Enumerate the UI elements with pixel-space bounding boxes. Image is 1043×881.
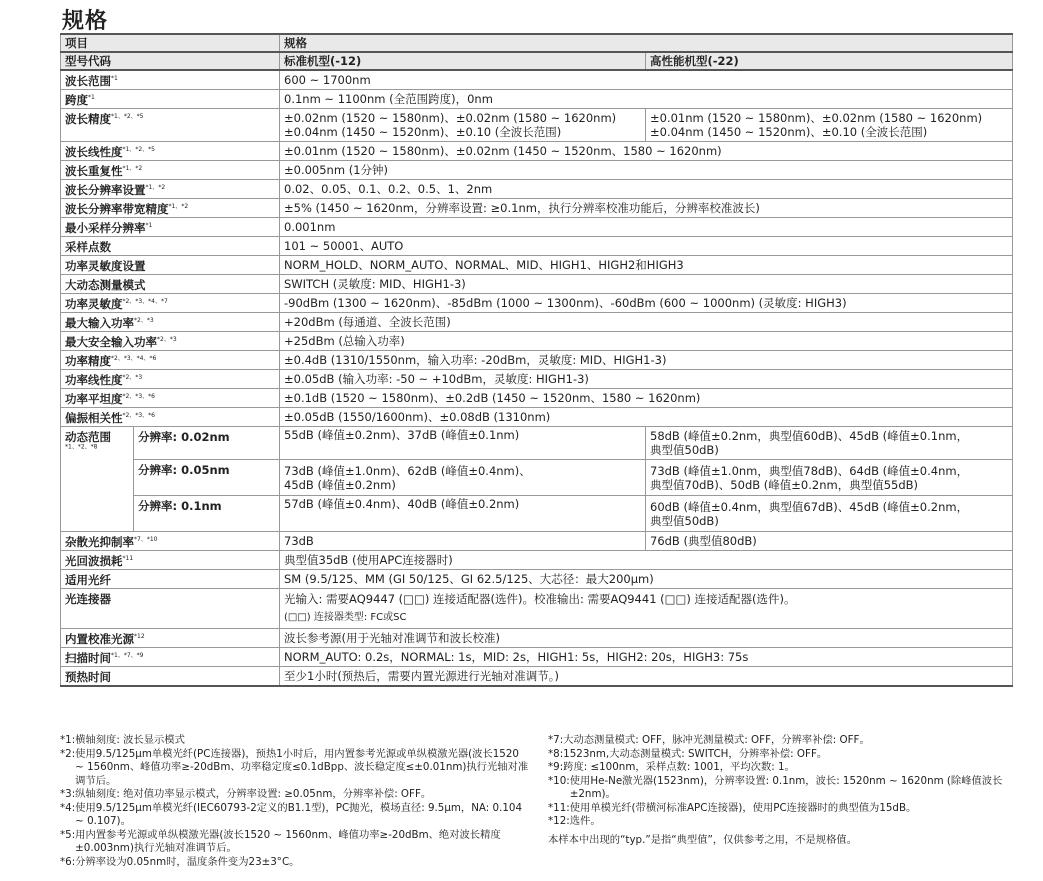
row-label: 功率平坦度$^{*2、*3、*6}$ [61,389,280,408]
row-value-high: 60dB (峰值±0.4nm，典型值67dB)、45dB (峰值±0.2nm， 典型值50dB) [646,496,1013,532]
disclaimer: 本样本中出现的“typ.”是指“典型值”，仅供参考之用，不是规格值。 [548,833,857,846]
table-row [61,629,1013,648]
row-value-high: 58dB (峰值±0.2nm，典型值60dB)、45dB (峰值±0.1nm， 典型值50dB) [646,427,1013,460]
footnote: *8: 1523nm,大动态测量模式: SWITCH，分辨率补偿: OFF。 [548,747,828,760]
row-value: ±0.1dB (1520 ~ 1580nm)、±0.2dB (1450 ~ 1520nm、1580 ~ 1620nm) [280,389,1013,408]
row-value: +20dBm (每通道、全波长范围) [280,313,1013,332]
row-value-high: 73dB (峰值±1.0nm，典型值78dB)、64dB (峰值±0.4nm， 典型值70dB)、50dB (峰值±0.2nm，典型值55dB) [646,460,1013,496]
table-row [61,70,1013,90]
spec-table [60,33,1013,687]
row-value: 0.001nm [280,218,1013,237]
model-standard: 标准机型(-12) [280,52,646,70]
row-value-high: ±0.01nm (1520 ~ 1580nm)、±0.02nm (1580 ~ 1620nm) ±0.04nm (1450 ~ 1520nm)、±0.10 (全波长范围) [646,109,1013,142]
table-row [61,351,1013,370]
resolution-label: 分辨率: 0.05nm [134,460,280,496]
row-label: 跨度$^{*1}$ [61,90,280,109]
model-label: 型号代码 [61,52,280,70]
table-row [61,275,1013,294]
row-value-standard: 73dB [280,532,646,551]
row-value: 0.1nm ~ 1100nm (全范围跨度)，0nm [280,90,1013,109]
resolution-label: 分辨率: 0.1nm [134,496,280,532]
footnote: *6: 分辨率设为0.05nm时，温度条件变为23±3°C。 [60,855,300,868]
table-row [61,256,1013,275]
table-row [61,427,1013,460]
row-value: -90dBm (1300 ~ 1620nm)、-85dBm (1000 ~ 1300nm)、-60dBm (600 ~ 1000nm) (灵敏度: HIGH3) [280,294,1013,313]
table-row [61,237,1013,256]
table-row [61,161,1013,180]
table-row [61,570,1013,589]
row-value: 典型值35dB (使用APC连接器时) [280,551,1013,570]
row-value: ±0.05dB (1550/1600nm)、±0.08dB (1310nm) [280,408,1013,427]
row-label: 扫描时间$^{*1、*7、*9}$ [61,648,280,667]
footnotes-right [548,734,1013,847]
table-row [61,648,1013,667]
table-row [61,589,1013,629]
row-label: 光回波损耗$^{*11}$ [61,551,280,570]
row-label: 杂散光抑制率$^{*7、*10}$ [61,532,280,551]
table-row [61,313,1013,332]
row-value: ±0.01nm (1520 ~ 1580nm)、±0.02nm (1450 ~ 1520nm、1580 ~ 1620nm) [280,142,1013,161]
footnote: *12: 选件。 [548,815,601,827]
row-label: 波长范围$^{*1}$ [61,70,280,90]
row-label: 波长重复性$^{*1、*2}$ [61,161,280,180]
row-value: 0.02、0.05、0.1、0.2、0.5、1、2nm [280,180,1013,199]
row-value: SWITCH (灵敏度: MID、HIGH1-3) [280,275,1013,294]
table-row [61,142,1013,161]
table-row [61,532,1013,551]
page-title: 规格 [62,9,109,34]
table-row [61,180,1013,199]
table-row [61,496,1013,532]
row-label: 功率灵敏度设置 [61,256,280,275]
footnote: *9: 跨度: ≤100nm，采样点数: 1001，平均次数: 1。 [548,761,795,773]
row-label: 适用光纤 [61,570,280,589]
row-value: 至少1小时(预热后，需要内置光源进行光轴对准调节。) [280,667,1013,687]
row-value: 101 ~ 50001、AUTO [280,237,1013,256]
footnote: *10: 使用He-Ne激光器(1523nm)，分辨率设置: 0.1nm，波长: 1520nm ~ 1620nm (除峰值波长±2nm)。 [548,774,1003,800]
row-label: 预热时间 [61,667,280,687]
header-item: 项目 [61,34,280,52]
table-row [61,109,1013,142]
model-high: 高性能机型(-22) [646,52,1013,70]
row-value: ±5% (1450 ~ 1620nm，分辨率设置: ≥0.1nm，执行分辨率校准功能后，分辨率校准波长) [280,199,1013,218]
row-value-high: 76dB (典型值80dB) [646,532,1013,551]
row-value-standard: 73dB (峰值±1.0nm)、62dB (峰值±0.4nm)、 45dB (峰值±0.2nm) [280,460,646,496]
row-value-standard: ±0.02nm (1520 ~ 1580nm)、±0.02nm (1580 ~ 1620nm) ±0.04nm (1450 ~ 1520nm)、±0.10 (全波长范围) [280,109,646,142]
footnotes-left [60,734,530,869]
row-label: 最大安全输入功率$^{*2、*3}$ [61,332,280,351]
dynamic-range-label: 动态范围 $^{*1、*2、*8}$ [61,427,134,532]
row-label: 光连接器 [61,589,280,629]
row-label: 最大输入功率$^{*2、*3}$ [61,313,280,332]
row-value-standard: 57dB (峰值±0.4nm)、40dB (峰值±0.2nm) [280,496,646,532]
row-value: ±0.005nm (1分钟) [280,161,1013,180]
row-label: 功率精度$^{*2、*3、*4、*6}$ [61,351,280,370]
row-value: ±0.4dB (1310/1550nm，输入功率: -20dBm，灵敏度: MID、HIGH1-3) [280,351,1013,370]
footnote: *3: 纵轴刻度: 绝对值功率显示模式，分辨率设置: ≥0.05nm，分辨率补偿: OFF。 [60,788,432,800]
footnote: *5: 用内置参考光源或单纵模激光器(波长1520 ~ 1560nm、峰值功率≥-20dBm、绝对波长精度±0.003nm)执行光轴对准调节后。 [60,828,501,854]
row-value: SM (9.5/125、MM (GI 50/125、GI 62.5/125、大芯径：最大200μm) [280,570,1013,589]
row-label: 波长分辨率设置$^{*1、*2}$ [61,180,280,199]
row-label: 功率线性度$^{*2、*3}$ [61,370,280,389]
row-label: 大动态测量模式 [61,275,280,294]
row-label: 波长分辨率带宽精度$^{*1、*2}$ [61,199,280,218]
resolution-label: 分辨率: 0.02nm [134,427,280,460]
row-value: +25dBm (总输入功率) [280,332,1013,351]
row-value: NORM_AUTO: 0.2s，NORMAL: 1s，MID: 2s，HIGH1: 5s，HIGH2: 20s，HIGH3: 75s [280,648,1013,667]
table-row [61,218,1013,237]
table-row [61,408,1013,427]
row-value: NORM_HOLD、NORM_AUTO、NORMAL、MID、HIGH1、HIGH2和HIGH3 [280,256,1013,275]
table-row [61,90,1013,109]
table-row [61,460,1013,496]
table-row [61,370,1013,389]
table-row [61,294,1013,313]
table-row [61,199,1013,218]
table-row [61,389,1013,408]
row-label: 采样点数 [61,237,280,256]
header-spec: 规格 [280,34,1013,52]
row-label: 偏振相关性$^{*2、*3、*6}$ [61,408,280,427]
model-row [61,52,1013,70]
row-value: ±0.05dB (输入功率: -50 ~ +10dBm，灵敏度: HIGH1-3) [280,370,1013,389]
table-header-row [61,34,1013,52]
row-label: 波长精度$^{*1、*2、*5}$ [61,109,280,142]
table-row [61,667,1013,687]
row-label: 功率灵敏度$^{*2、*3、*4、*7}$ [61,294,280,313]
footnote: *4: 使用9.5/125μm单模光纤(IEC60793-2定义的B1.1型)，PC抛光，模场直径: 9.5μm，NA: 0.104 ~ 0.107)。 [60,801,523,827]
footnote: *11: 使用单模光纤(带横河标准APC连接器)，使用PC连接器时的典型值为15dB。 [548,801,917,814]
row-label: 波长线性度$^{*1、*2、*5}$ [61,142,280,161]
table-row [61,551,1013,570]
row-value: 波长参考源(用于光轴对准调节和波长校准) [280,629,1013,648]
footnote: *7: 大动态测量模式: OFF，脉冲光测量模式: OFF，分辨率补偿: OFF。 [548,734,870,746]
table-row [61,332,1013,351]
row-value: 光输入: 需要AQ9447 (□□) 连接适配器(选件)。校准输出: 需要AQ9441 (□□) 连接适配器(选件)。 (□□) 连接器类型: FC或SC [280,589,1013,629]
row-value: 600 ~ 1700nm [280,70,1013,90]
row-label: 最小采样分辨率$^{*1}$ [61,218,280,237]
footnote: *1: 横轴刻度: 波长显示模式 [60,734,185,746]
row-value-standard: 55dB (峰值±0.2nm)、37dB (峰值±0.1nm) [280,427,646,460]
row-label: 内置校准光源$^{*12}$ [61,629,280,648]
footnote: *2: 使用9.5/125μm单模光纤(PC连接器)，预热1小时后，用内置参考光源或单纵模激光器(波长1520 ~ 1560nm、峰值功率≥-20dBm、功率稳定度≤0.1dBpp、波长稳定度≤±0.01nm)执行光轴对准调节后。 [60,747,529,787]
